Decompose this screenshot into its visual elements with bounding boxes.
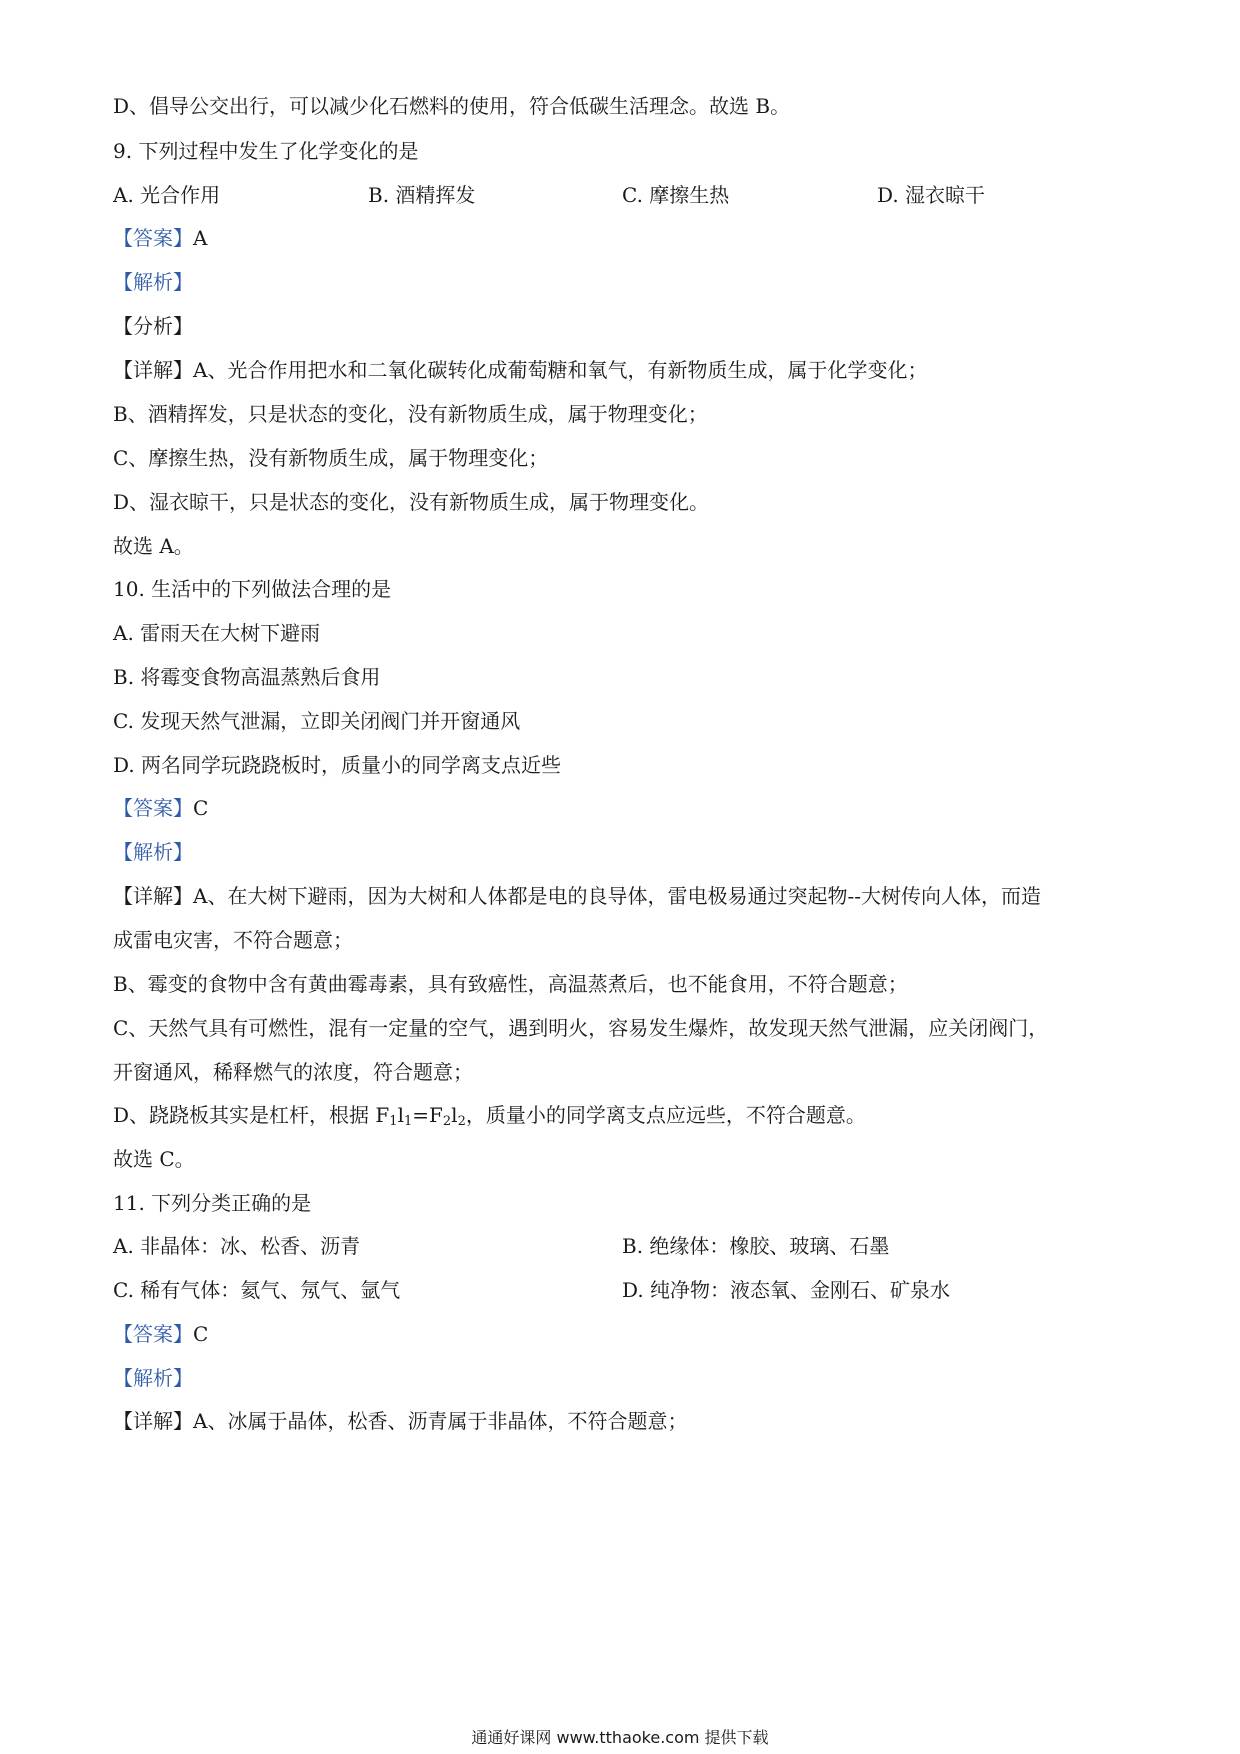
text-line-formula — [113, 1101, 866, 1129]
text-line: D、倡导公交出行，可以减少化石燃料的使用，符合低碳生活理念。故选 B。 — [113, 94, 791, 118]
subscript: 2 — [442, 1114, 452, 1129]
answer-label: 【答案】 — [113, 1322, 193, 1346]
text-line: 【详解】A、光合作用把水和二氧化碳转化成葡萄糖和氧气，有新物质生成，属于化学变化； — [113, 358, 928, 382]
text-line: 成雷电灾害，不符合题意； — [113, 928, 353, 952]
question-9: 9. 下列过程中发生了化学变化的是 — [113, 139, 419, 163]
answer-label: 【答案】 — [113, 796, 193, 820]
text-fragment: l — [397, 1103, 404, 1127]
page-footer: 通通好课网 www.tthaoke.com 提供下载 — [471, 1728, 769, 1747]
text-line: B、霉变的食物中含有黄曲霉毒素，具有致癌性，高温蒸煮后，也不能食用，不符合题意； — [113, 972, 908, 996]
answer-label: 【答案】 — [113, 226, 193, 250]
text-fragment: ，质量小的同学离支点应远些，不符合题意。 — [465, 1103, 866, 1127]
analysis-label: 【解析】 — [113, 840, 193, 864]
q11-answer — [113, 1320, 208, 1348]
analysis-label: 【解析】 — [113, 1366, 193, 1390]
q11-option-c: C. 稀有气体：氦气、氖气、氩气 — [113, 1278, 401, 1302]
text-fragment: =F — [412, 1103, 443, 1127]
subscript: 1 — [403, 1114, 413, 1129]
answer-value: A — [193, 226, 208, 250]
q9-answer — [113, 224, 207, 252]
question-10: 10. 生活中的下列做法合理的是 — [113, 577, 392, 601]
q9-option-a: A. 光合作用 — [113, 183, 221, 207]
subscript: 1 — [389, 1114, 398, 1129]
q10-option-a: A. 雷雨天在大树下避雨 — [113, 621, 321, 645]
fenxi-label: 【分析】 — [113, 314, 193, 338]
q9-option-b: B. 酒精挥发 — [368, 183, 476, 207]
q10-option-c: C. 发现天然气泄漏，立即关闭阀门并开窗通风 — [113, 709, 521, 733]
q10-option-d: D. 两名同学玩跷跷板时，质量小的同学离支点近些 — [113, 753, 562, 777]
q11-option-b: B. 绝缘体：橡胶、玻璃、石墨 — [622, 1234, 890, 1258]
analysis-label: 【解析】 — [113, 270, 193, 294]
text-line: 故选 A。 — [113, 534, 194, 558]
answer-value: C — [193, 1322, 209, 1346]
text-line: 开窗通风，稀释燃气的浓度，符合题意； — [113, 1060, 473, 1084]
q11-option-a: A. 非晶体：冰、松香、沥青 — [113, 1234, 361, 1258]
text-line: C、摩擦生热，没有新物质生成，属于物理变化； — [113, 446, 549, 470]
subscript: 2 — [457, 1114, 466, 1129]
q9-option-d: D. 湿衣晾干 — [877, 183, 986, 207]
text-fragment: l — [451, 1103, 458, 1127]
text-line: D、湿衣晾干，只是状态的变化，没有新物质生成，属于物理变化。 — [113, 490, 710, 514]
text-fragment: D、跷跷板其实是杠杆，根据 F — [113, 1103, 390, 1127]
q9-option-c: C. 摩擦生热 — [622, 183, 730, 207]
text-line: C、天然气具有可燃性，混有一定量的空气，遇到明火，容易发生爆炸，故发现天然气泄漏，应关闭阀门， — [113, 1016, 1049, 1040]
text-line: 故选 C。 — [113, 1147, 195, 1171]
text-line: 【详解】A、在大树下避雨，因为大树和人体都是电的良导体，雷电极易通过突起物--大树传向人体，而造 — [113, 884, 1041, 908]
q11-option-d: D. 纯净物：液态氧、金刚石、矿泉水 — [622, 1278, 951, 1302]
q10-option-b: B. 将霉变食物高温蒸熟后食用 — [113, 665, 381, 689]
answer-value: C — [193, 796, 209, 820]
text-line: B、酒精挥发，只是状态的变化，没有新物质生成，属于物理变化； — [113, 402, 708, 426]
q10-answer — [113, 794, 208, 822]
text-line: 【详解】A、冰属于晶体，松香、沥青属于非晶体，不符合题意； — [113, 1409, 688, 1433]
question-11: 11. 下列分类正确的是 — [113, 1191, 312, 1215]
